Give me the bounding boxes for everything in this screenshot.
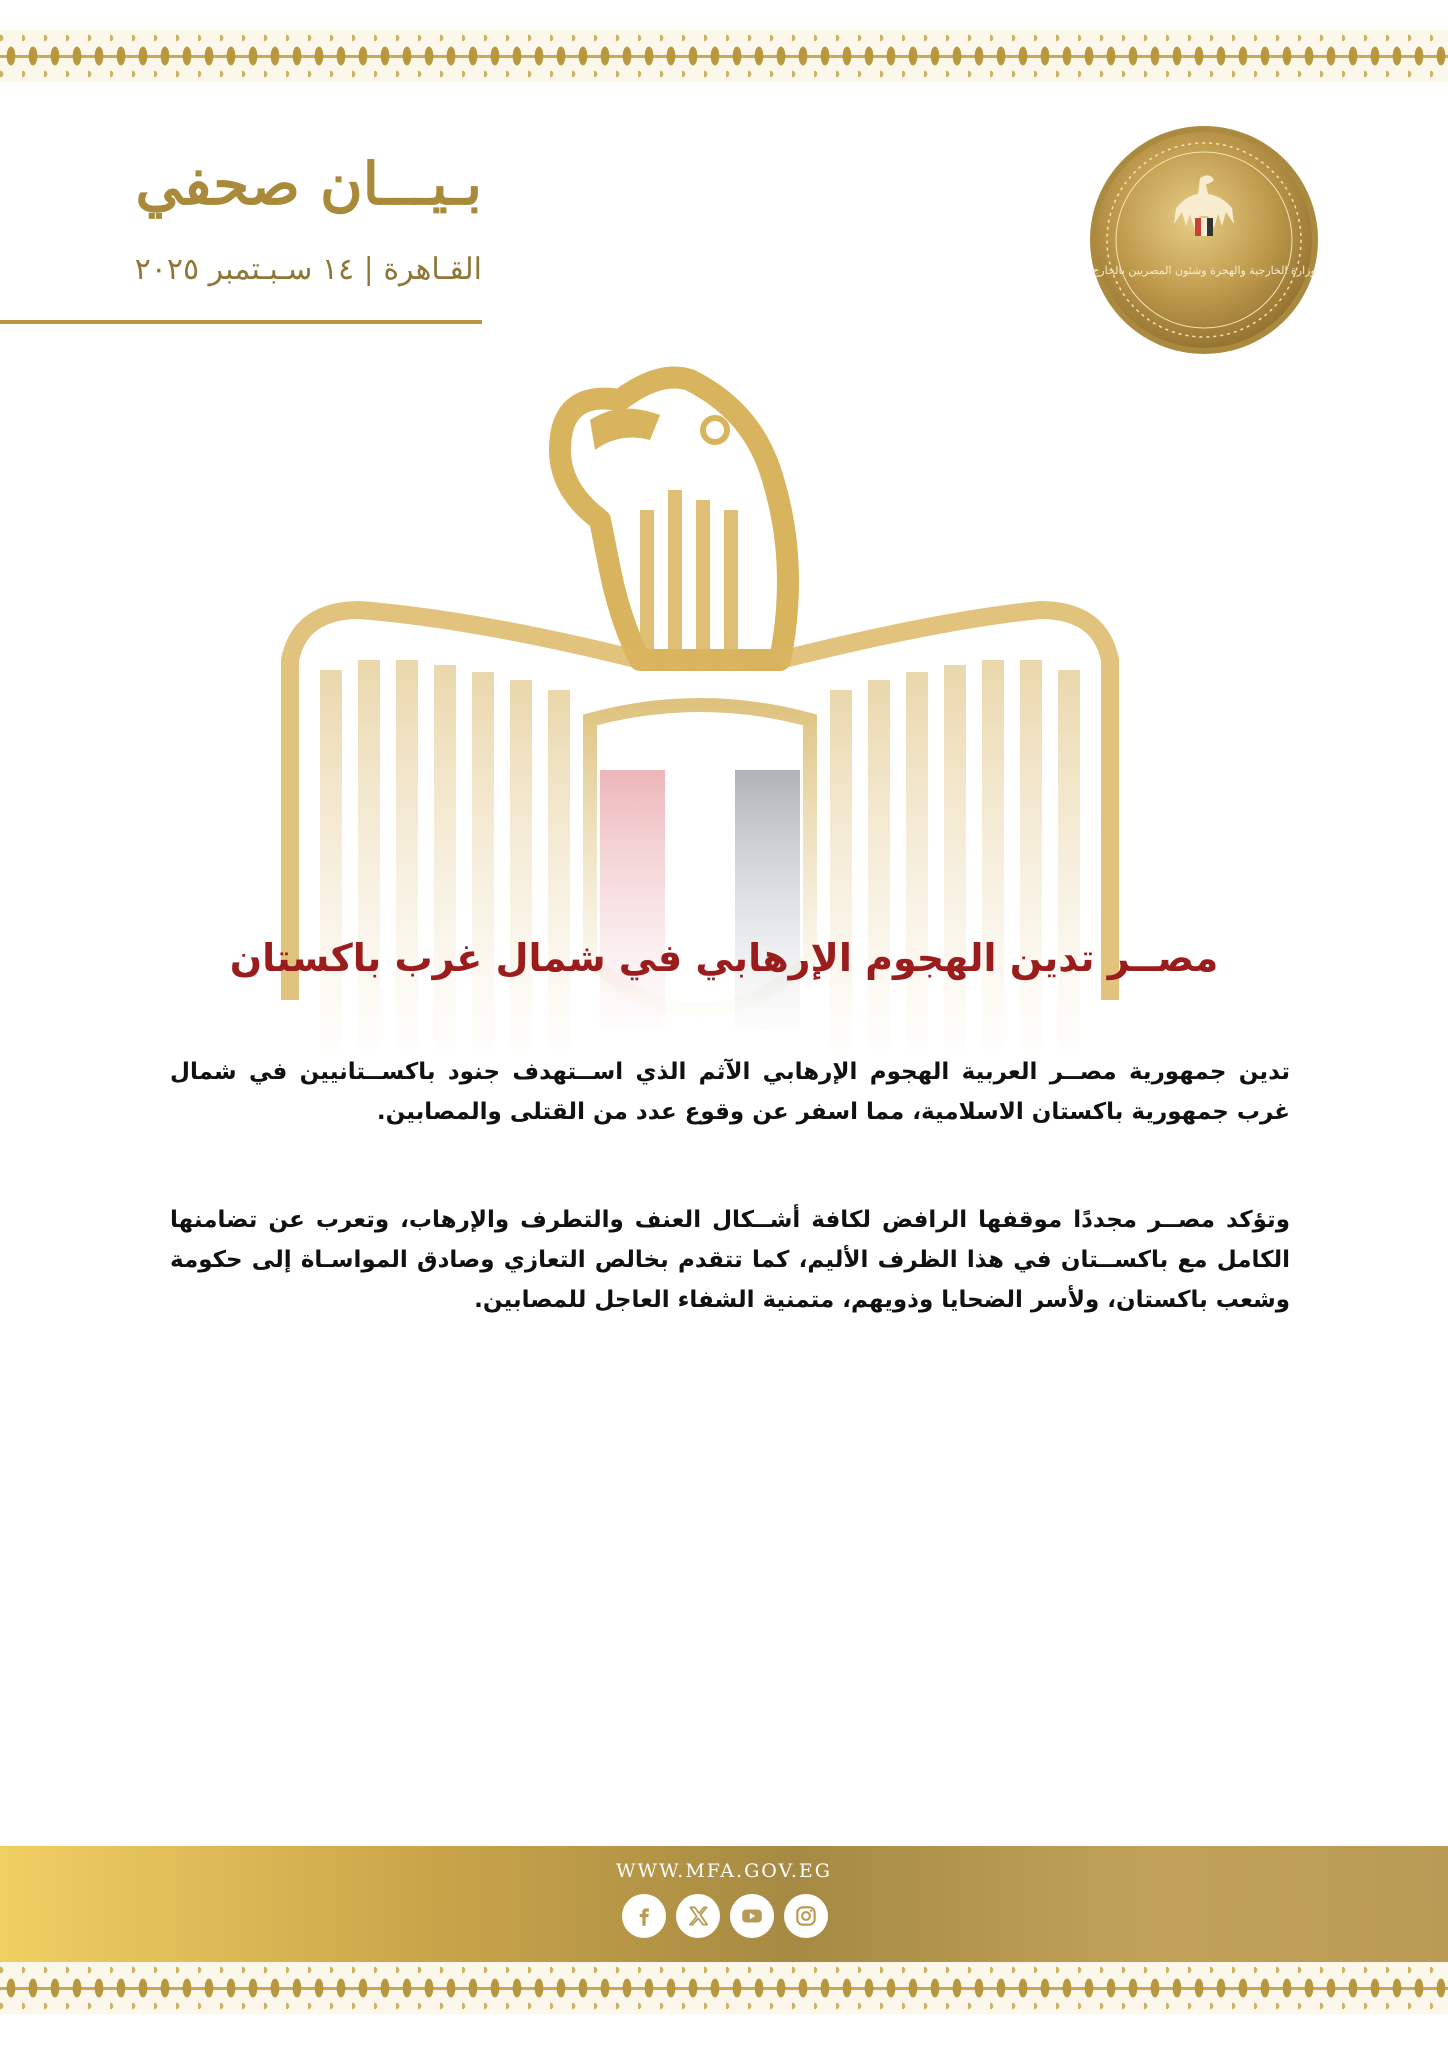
article-paragraph-2: وتؤكد مصــر مجددًا موقفها الرافض لكافة أشــكال العنف والتطرف والإرهاب، وتعرب عن تضامنها الكامل مع باكســتان في هذا الظرف الأليم، كما تتقدم بخالص التعازي وصادق المواسـاة إلى حكومة وشعب باكستان، ولأسر الضحايا وذويهم، متمنية الشفاء العاجل للمصابين. [170,1207,1290,1313]
page-title: بـيـــان صحفي [135,150,482,218]
youtube-icon[interactable] [730,1894,774,1938]
article-paragraph-1: تدين جمهورية مصــر العربية الهجوم الإرهابي الآثم الذي اســتهدف جنود باكســتانيين في شمال غرب جمهورية باكستان الاسلامية، مما اسفر عن وقوع عدد من القتلى والمصابين. [170,1059,1290,1125]
facebook-icon[interactable] [622,1894,666,1938]
social-icons [622,1894,828,1942]
top-ornament-band [0,30,1448,82]
footer-bar [0,1846,1448,1962]
ministry-seal-logo [1088,124,1320,356]
bottom-ornament-band [0,1962,1448,2014]
article-headline: مصــر تدين الهجوم الإرهابي في شمال غرب باكستان [229,936,1219,980]
website-link[interactable]: WWW.MFA.GOV.EG [616,1860,832,1882]
header-rule [0,320,482,324]
instagram-icon[interactable] [784,1894,828,1938]
x-icon[interactable] [676,1894,720,1938]
dateline: القـاهرة | ١٤ سـبـتمبر ٢٠٢٥ [134,252,482,287]
seal-text: وزارة الخارجية والهجرة وشئون المصريين بالخارج [1092,264,1316,277]
